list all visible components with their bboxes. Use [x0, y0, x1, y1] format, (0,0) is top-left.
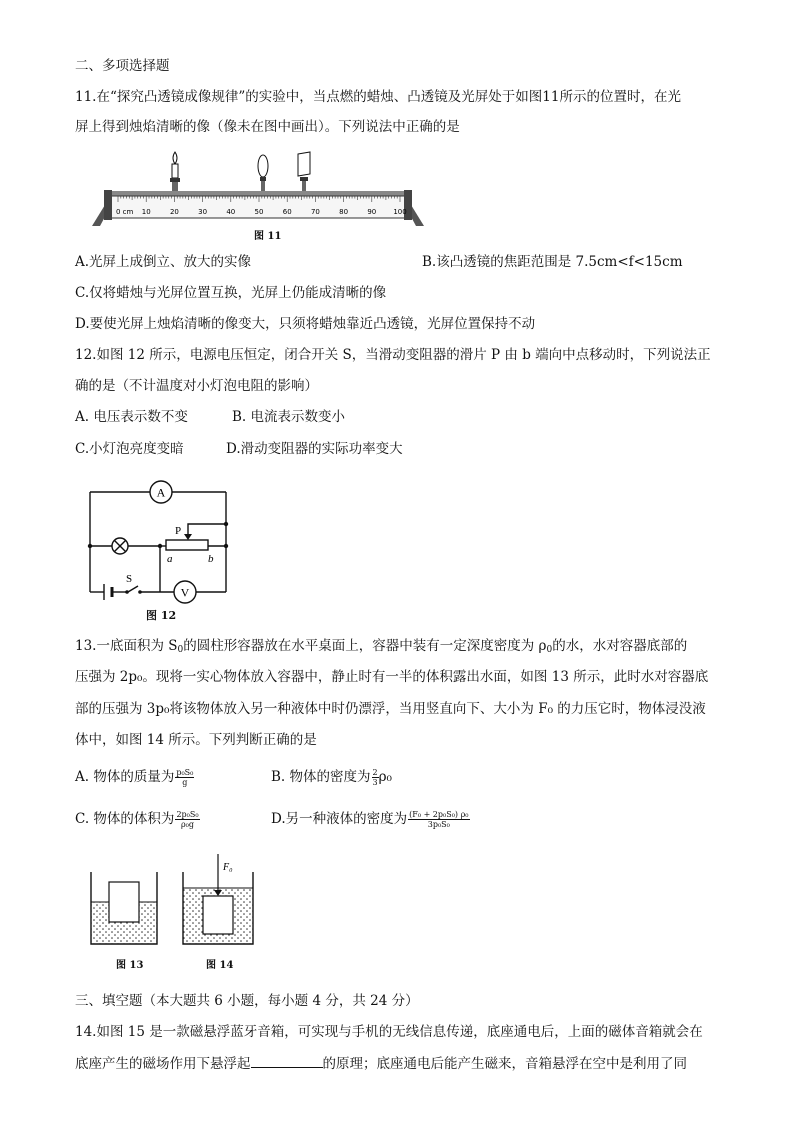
switch-contact: [138, 590, 142, 594]
q13-option-d: D.另一种液体的密度为 $\frac{\text{(F₀ + 2p₀S₀) ρ₀}}{\text{3p₀S₀}}$: [271, 810, 469, 829]
scale-tick-label: 40: [226, 208, 236, 216]
q12-option-b: B. 电流表示数变小: [232, 409, 346, 425]
junction-b: [224, 544, 228, 548]
q12-option-d: D.滑动变阻器的实际功率变大: [226, 441, 403, 457]
q14-answer-blank[interactable]: [251, 1054, 323, 1068]
figure-11-caption: 图 11: [254, 231, 282, 242]
scale-tick-label: 70: [310, 208, 320, 216]
scale-tick-label: 20: [169, 208, 179, 216]
q11-stem-line1: 11.在“探究凸透镜成像规律”的实验中，当点燃的蜡烛、凸透镜及光屏处于如图11所示的位置时，在光: [75, 89, 681, 105]
scale-zero-label: 0 cm: [116, 208, 134, 216]
scale-tick-label: 80: [339, 208, 349, 216]
scale-tick-label: 50: [254, 208, 264, 216]
q13-option-c: C. 物体的体积为 $\frac{\text{2p₀S₀}}{\text{ρ₀g}}$: [75, 810, 199, 829]
q11-stem-line2: 屏上得到烛焰清晰的像（像未在图中画出）。下列说法中正确的是: [75, 119, 460, 135]
figure-13-caption: 图 13: [116, 960, 144, 971]
container-fig14: [183, 854, 253, 944]
switch-label: S: [126, 573, 133, 585]
light-screen: [298, 152, 310, 191]
junction-left: [88, 544, 92, 548]
figure-12-caption: 图 12: [146, 609, 177, 622]
floating-object: [109, 882, 139, 922]
q12-option-c: C.小灯泡亮度变暗: [75, 441, 184, 457]
section-title-fill-in: 三、填空题（本大题共 6 小题，每小题 4 分，共 24 分）: [75, 993, 419, 1009]
q14-line1: 14.如图 15 是一款磁悬浮蓝牙音箱，可实现与手机的无线信息传递，底座通电后，上面的磁体音箱就会在: [75, 1024, 703, 1040]
container-fig13: [91, 872, 157, 944]
figure-13-14-containers: [86, 852, 266, 952]
switch-pivot: [125, 590, 129, 594]
q12-stem-line1: 12.如图 12 所示，电源电压恒定，闭合开关 S，当滑动变阻器的滑片 P 由 b 端向中点移动时，下列说法正: [75, 347, 711, 363]
q13-option-a: A. 物体的质量为 $\frac{\text{p₀S₀}}{g}$: [75, 768, 194, 787]
q13-stem-line2: 压强为 2p₀。现将一实心物体放入容器中，静止时有一半的体积露出水面，如图 13 所示，此时水对容器底: [75, 669, 709, 685]
q11-option-a: A.光屏上成倒立、放大的实像: [75, 254, 252, 270]
candle: [170, 152, 180, 191]
figure-12-circuit: [80, 478, 240, 608]
bench-left-block: [104, 190, 112, 220]
scale-tick-label: 10: [141, 208, 151, 216]
q13-stem-line1: 13.一底面积为 $S_0$的圆柱形容器放在水平桌面上，容器中装有一定深度密度为 $\rho_0$的水，水对容器底部的: [75, 638, 688, 655]
q12-stem-line2: 确的是（不计温度对小灯泡电阻的影响）: [75, 378, 318, 394]
bench-rail: [106, 191, 408, 196]
scale-tick-label: 60: [282, 208, 292, 216]
ammeter-label: A: [156, 485, 166, 500]
junction-a: [158, 544, 162, 548]
junction-p: [224, 522, 228, 526]
rheostat-end-b: b: [208, 553, 214, 565]
q13-stem-line4: 体中，如图 14 所示。下列判断正确的是: [75, 732, 317, 748]
figure-14-caption: 图 14: [206, 960, 234, 971]
q12-option-a: A. 电压表示数不变: [75, 409, 188, 425]
q11-option-d: D.要使光屏上烛焰清晰的像变大，只须将蜡烛靠近凸透镜，光屏位置保持不动: [75, 316, 536, 332]
force-label: F₀: [223, 862, 233, 873]
lamp-icon: [112, 538, 128, 554]
rheostat-end-a: a: [167, 553, 173, 565]
q13-option-b: B. 物体的密度为 $\frac{2}{3}$ ρ₀: [271, 768, 392, 787]
section-title-multiple-choice: 二、多项选择题: [75, 58, 170, 74]
q14-line2: 底座产生的磁场作用下悬浮起 的原理；底座通电后能产生磁来，音箱悬浮在空中是利用了同: [75, 1056, 687, 1072]
voltmeter-label: V: [180, 585, 190, 600]
scale-tick-label: 100: [393, 208, 407, 216]
q11-option-c: C.仅将蜡烛与光屏位置互换，光屏上仍能成清晰的像: [75, 285, 387, 301]
q13-stem-line3: 部的压强为 3p₀将该物体放入另一种液体中时仍漂浮，当用竖直向下、大小为 F₀ 的力压它时，物体浸没液: [75, 701, 706, 717]
convex-lens: [258, 155, 268, 191]
slider-arrow: [184, 534, 192, 540]
q11-option-b: B.该凸透镜的焦距范围是 7.5cm<f<15cm: [422, 254, 683, 270]
scale-tick-label: 30: [198, 208, 208, 216]
scale-tick-label: 90: [367, 208, 377, 216]
submerged-object: [203, 896, 233, 934]
slider-label-p: P: [175, 525, 182, 537]
